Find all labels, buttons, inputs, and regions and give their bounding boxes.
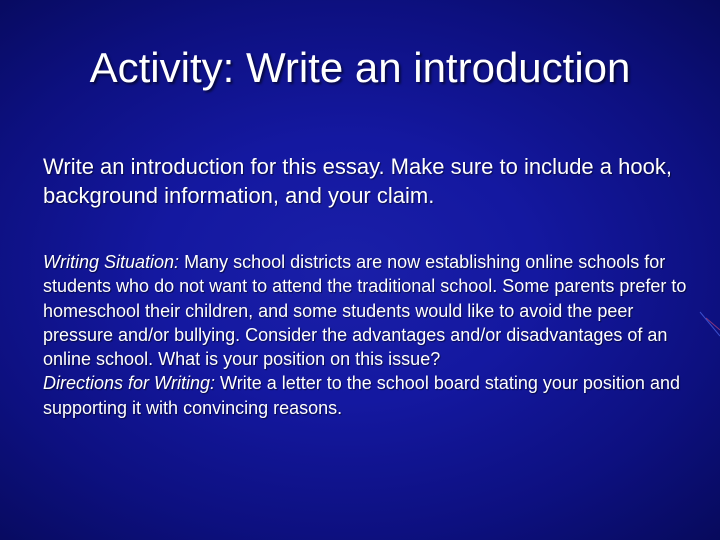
- directions-text: Write a letter to the school board stating your position and supporting it with convincing reasons.: [43, 373, 680, 418]
- writing-situation-paragraph: [43, 250, 693, 371]
- directions-label: Directions for Writing:: [43, 373, 216, 394]
- slide-title: Activity: Write an introduction: [89, 44, 631, 91]
- directions-paragraph: [43, 371, 693, 420]
- writing-situation-text: Many school districts are now establishing online schools for students who do not want to attend the traditional school. Some parents prefer to homeschool their children, and some students would like to avoid the peer pressure and/or bullying. Consider the advantages and/or disadvantages of an online school. What is your position on this issue?: [43, 252, 687, 370]
- intro-paragraph: Write an introduction for this essay. Make sure to include a hook, background information, and your claim.: [43, 154, 672, 208]
- prompt-body: [43, 250, 693, 420]
- writing-situation-label: Writing Situation:: [43, 252, 180, 272]
